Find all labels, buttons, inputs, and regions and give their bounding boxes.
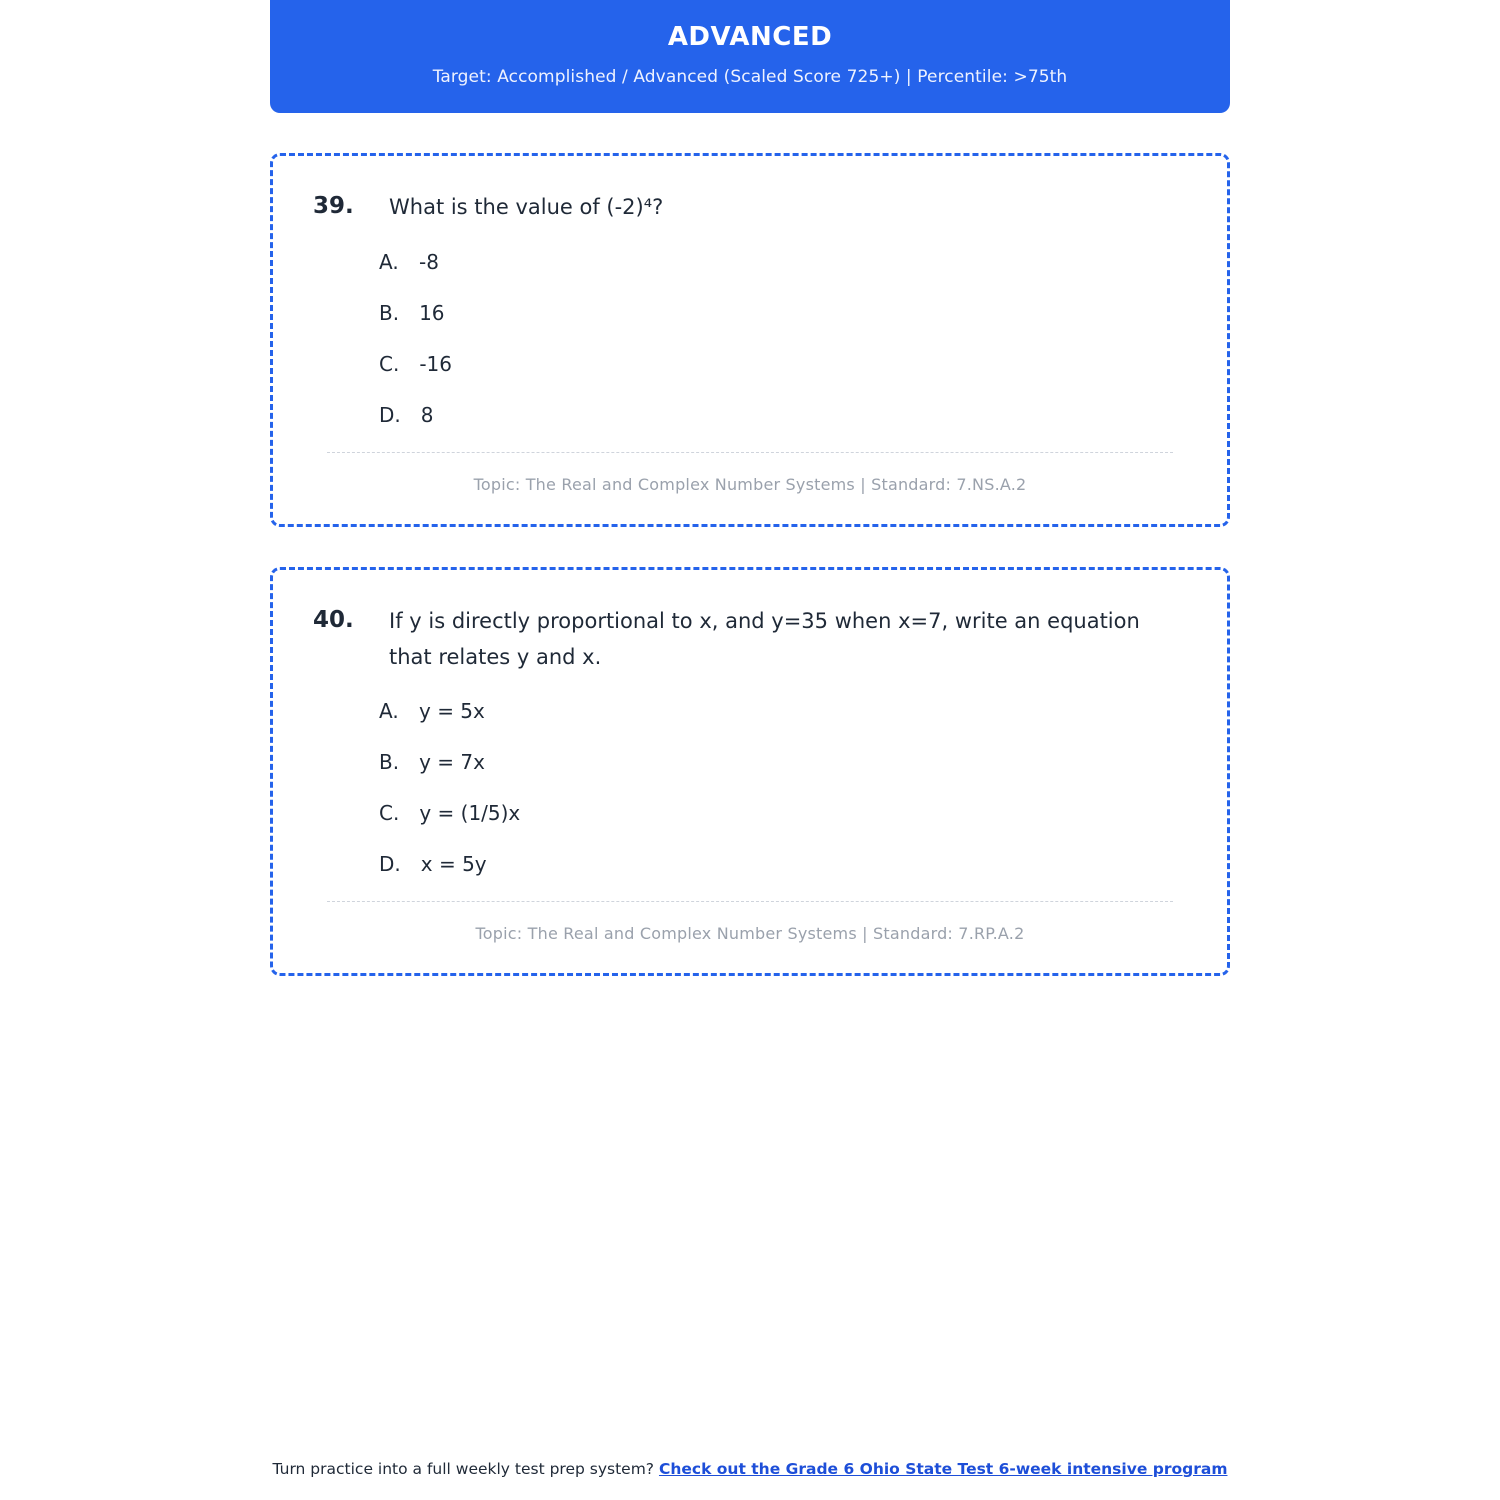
question-meta: Topic: The Real and Complex Number Systems | Standard: 7.NS.A.2 <box>473 474 1027 494</box>
choice-letter: B. <box>379 300 400 325</box>
choice-letter: B. <box>379 750 400 775</box>
choice-letter: A. <box>379 249 399 274</box>
banner-title: ADVANCED <box>667 22 833 52</box>
footer-text: Turn practice into a full weekly test prep system? <box>272 1460 659 1478</box>
difficulty-banner <box>270 0 1230 113</box>
choice-letter: C. <box>379 351 400 376</box>
question-card <box>270 153 1230 527</box>
choice-text: 8 <box>420 402 434 427</box>
banner-subtitle: Target: Accomplished / Advanced (Scaled Score 725+) | Percentile: >75th <box>432 67 1068 88</box>
choice-letter: C. <box>379 801 400 826</box>
choice-letter: D. <box>379 402 401 427</box>
worksheet-content <box>270 0 1230 976</box>
choice-option[interactable] <box>379 850 1187 878</box>
choice-option[interactable] <box>379 799 1187 827</box>
choice-text: y = 5x <box>419 699 485 724</box>
choice-text: 16 <box>419 300 445 325</box>
footer <box>0 1460 1500 1478</box>
choice-option[interactable] <box>379 248 1187 276</box>
question-prompt: If y is directly proportional to x, and y=35 when x=7, write an equation that relates y and x. <box>389 608 1140 669</box>
choice-option[interactable] <box>379 401 1187 429</box>
question-header <box>313 604 1187 675</box>
question-prompt: What is the value of (-2)⁴? <box>389 195 664 220</box>
question-header <box>313 190 1187 226</box>
choice-option[interactable] <box>379 350 1187 378</box>
choice-list <box>313 697 1187 878</box>
question-number: 39. <box>313 193 354 220</box>
question-meta: Topic: The Real and Complex Number Systems | Standard: 7.RP.A.2 <box>475 924 1025 944</box>
choice-text: x = 5y <box>420 852 487 877</box>
footer-program-link[interactable]: Check out the Grade 6 Ohio State Test 6-week intensive program <box>658 1460 1228 1478</box>
choice-option[interactable] <box>379 299 1187 327</box>
choice-letter: D. <box>379 852 401 877</box>
question-number: 40. <box>313 606 354 633</box>
question-card <box>270 567 1230 976</box>
choice-list <box>313 248 1187 429</box>
choice-text: -16 <box>419 351 452 376</box>
choice-text: y = 7x <box>419 750 485 775</box>
choice-option[interactable] <box>379 748 1187 776</box>
choice-text: y = (1/5)x <box>419 801 521 826</box>
choice-text: -8 <box>419 249 439 274</box>
choice-option[interactable] <box>379 697 1187 725</box>
choice-letter: A. <box>379 699 399 724</box>
